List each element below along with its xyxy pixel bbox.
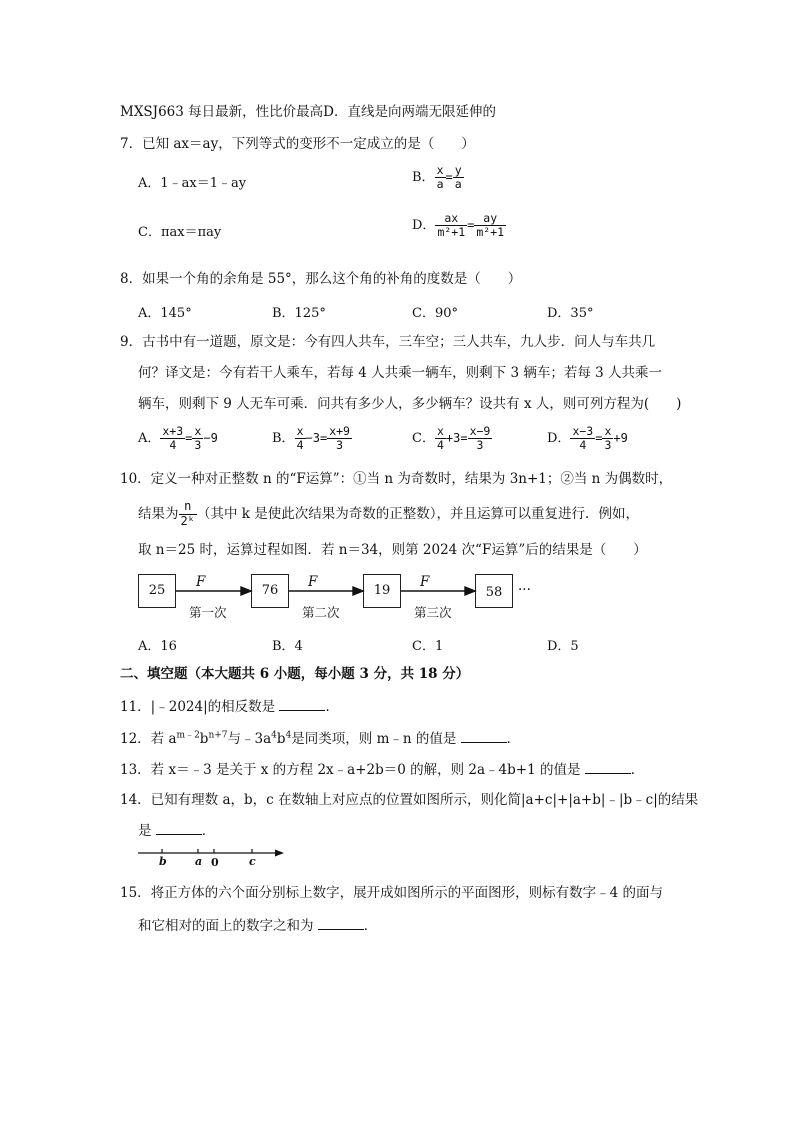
q13-answer-blank[interactable] (585, 761, 631, 774)
flow-step-1: 第一次 (189, 605, 227, 620)
q14-answer-blank[interactable] (156, 822, 202, 835)
q9-line3: 辆车，则剩下 9 人无车可乘．问共有多少人，多少辆车？设共有 x 人，则可列方程为( ) (138, 396, 682, 412)
q11-answer-blank[interactable] (279, 698, 325, 711)
axis-label-b: b (159, 855, 167, 868)
number-line (130, 846, 290, 870)
q15-line1: 15．将正方体的六个面分别标上数字，展开成如图所示的平面图形，则标有数字﹣4 的面与 (120, 885, 664, 901)
q7-option-d: D． $\frac{ax}{\text{m²+1}}$ = $\frac{ay}{\text{m²+1}}$ (412, 211, 505, 240)
q14-line1: 14．已知有理数 a，b，c 在数轴上对应点的位置如图所示，则化简|a+c|+|a+b|﹣|b﹣c|的结果 (120, 792, 699, 808)
flow-arrowhead-3 (465, 587, 475, 595)
q10-option-d: D．5 (547, 639, 579, 654)
q15-line2: 和它相对的面上的数字之和为 ． (138, 918, 378, 934)
q12: 12．若 $a^{m﹣2}b^{n+7}$与$﹣3a^4b^4$是同类项，则 m﹣n 的值是 ． (120, 730, 521, 747)
q8-option-a: A．145° (138, 306, 192, 321)
q10-line1: 10．定义一种对正整数 n 的“F运算”：①当 n 为奇数时，结果为 3n+1；②当 n 为偶数时， (120, 471, 673, 487)
q11: 11．|﹣2024|的相反数是 ． (120, 699, 339, 715)
header-text: MXSJ663 每日最新，性比价最高D．直线是向两端无限延伸的 (120, 104, 496, 120)
flow-arrowhead-1 (241, 587, 251, 595)
q10-option-c: C．1 (412, 639, 444, 654)
flow-box-4: 58 (475, 574, 513, 608)
flow-box-2: 76 (251, 574, 289, 608)
q15-answer-blank[interactable] (318, 917, 364, 930)
q9-option-b: B． $\frac{x}{4}$ −3= $\frac{x+9}{3}$ (272, 424, 350, 453)
q7-option-a: A．1﹣ax＝1﹣ay (138, 176, 247, 191)
flow-arrowhead-2 (353, 587, 363, 595)
q8-option-d: D．35° (547, 306, 594, 321)
q10-option-b: B．4 (272, 639, 303, 654)
number-line-arrow (275, 850, 284, 857)
q10-line2: 结果为 $\frac{n}{\text{2ᵏ}}$ （其中 k 是使此次结果为奇数的正整数），并且运算可以重复进行．例如， (138, 499, 639, 528)
q9-option-d: D． $\frac{x-3}{4}$ = $\frac{x}{3}$ +9 (547, 424, 628, 453)
flow-op-2: F (308, 574, 318, 590)
q9-line1: 9．古书中有一道题，原文是：今有四人共车，三车空；三人共车，九人步．问人与车共几 (120, 334, 656, 350)
q8-option-b: B．125° (272, 306, 326, 321)
flow-step-3: 第三次 (414, 605, 452, 620)
q8-option-c: C．90° (412, 306, 458, 321)
q10-line3: 取 n＝25 时，运算过程如图．若 n＝34，则第 2024 次“F运算”后的结果是（ ） (138, 542, 647, 558)
q8-stem: 8．如果一个角的余角是 55°，那么这个角的补角的度数是（ ） (120, 271, 522, 287)
flow-box-3: 19 (363, 574, 401, 608)
axis-label-a: a (195, 855, 203, 868)
q7-option-c: C．πax＝πay (138, 225, 222, 240)
section-2-title: 二、填空题（本大题共 6 小题，每小题 3 分，共 18 分） (120, 666, 470, 682)
axis-label-c: c (249, 855, 256, 868)
q12-answer-blank[interactable] (461, 730, 507, 743)
axis-label-zero: 0 (211, 856, 219, 869)
q13: 13．若 x＝﹣3 是关于 x 的方程 2x﹣a+2b＝0 的解，则 2a﹣4b+1 的值是 ． (120, 762, 645, 778)
flow-ellipsis: ··· (518, 582, 531, 598)
q7-stem: 7．已知 ax＝ay，下列等式的变形不一定成立的是（ ） (120, 136, 475, 152)
q9-line2: 何？译文是：今有若干人乘车，若每 4 人共乘一辆车，则剩下 3 辆车；若每 3 人共乘一 (138, 365, 663, 381)
q9-option-c: C． $\frac{x}{4}$ +3= $\frac{x-9}{3}$ (412, 424, 491, 453)
flow-box-1: 25 (138, 574, 176, 608)
q10-option-a: A．16 (138, 639, 177, 654)
q9-option-a: A． $\frac{x+3}{4}$ = $\frac{x}{3}$ −9 (138, 424, 218, 453)
flow-step-2: 第二次 (302, 605, 340, 620)
flow-op-3: F (420, 574, 430, 590)
q14-line2: 是 ． (138, 823, 216, 839)
q7-option-b: B． $\frac{x}{a}$ = $\frac{y}{a}$ (412, 163, 462, 192)
flow-op-1: F (196, 574, 206, 590)
